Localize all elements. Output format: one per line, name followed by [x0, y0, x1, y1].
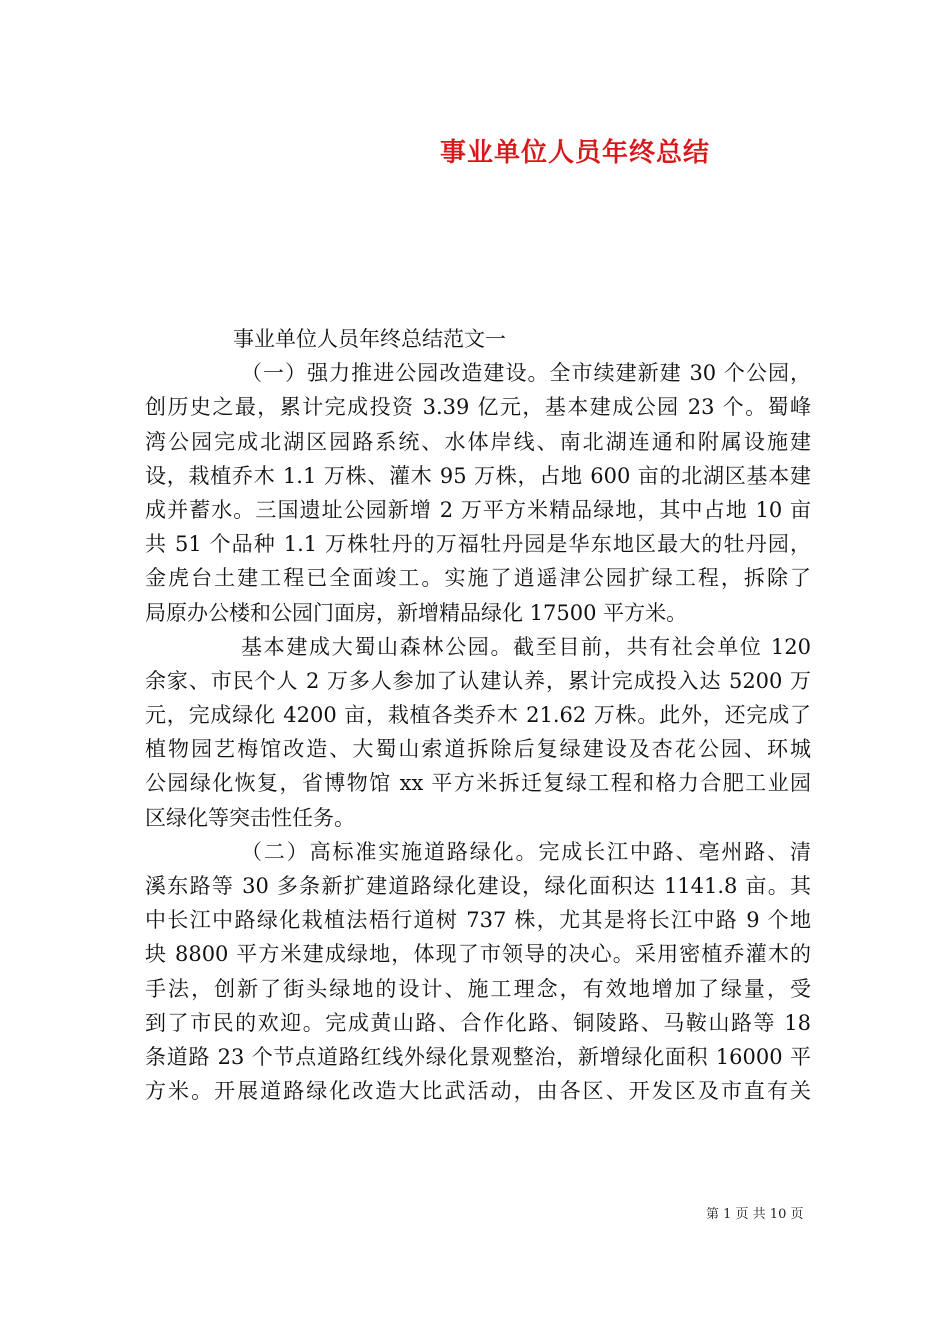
- paragraph-line: 金虎台土建工程已全面竣工。实施了逍遥津公园扩绿工程，拆除了: [145, 566, 811, 591]
- paragraph-line: 手法，创新了街头绿地的设计、施工理念，有效地增加了绿量，受: [145, 976, 811, 1001]
- paragraph-line: 植物园艺梅馆改造、大蜀山索道拆除后复绿建设及杏花公园、环城: [145, 737, 811, 762]
- paragraph-line: 条道路 23 个节点道路红线外绿化景观整治，新增绿化面积 16000 平: [145, 1044, 811, 1069]
- paragraph-line: 共 51 个品种 1.1 万株牡丹的万福牡丹园是华东地区最大的牡丹园，: [145, 532, 811, 557]
- document-body: [145, 322, 811, 1108]
- paragraph-line: 块 8800 平方米建成绿地，体现了市领导的决心。采用密植乔灌木的: [145, 942, 811, 967]
- paragraph-line: 设，栽植乔木 1.1 万株、灌木 95 万株，占地 600 亩的北湖区基本建: [145, 463, 811, 488]
- paragraph-line: 到了市民的欢迎。完成黄山路、合作化路、铜陵路、马鞍山路等 18: [145, 1010, 811, 1035]
- paragraph-line: 湾公园完成北湖区园路系统、水体岸线、南北湖连通和附属设施建: [145, 429, 811, 454]
- paragraph-line: 元，完成绿化 4200 亩，栽植各类乔木 21.62 万株。此外，还完成了: [145, 703, 811, 728]
- paragraph-line: 局原办公楼和公园门面房，新增精品绿化 17500 平方米。: [145, 600, 688, 625]
- paragraph-line: 溪东路等 30 多条新扩建道路绿化建设，绿化面积达 1141.8 亩。其: [145, 874, 811, 898]
- page-title-text: 事业单位人员年终总结: [439, 138, 710, 168]
- document-subtitle: 事业单位人员年终总结范文一: [233, 327, 506, 351]
- paragraph-line: 方米。开展道路绿化改造大比武活动，由各区、开发区及市直有关: [145, 1079, 811, 1104]
- paragraph-line: 基本建成大蜀山森林公园。截至目前，共有社会单位 120: [241, 634, 811, 659]
- paragraph-1: [145, 356, 811, 630]
- paragraph-line: （一）强力推进公园改造建设。全市续建新建 30 个公园，: [241, 361, 811, 386]
- paragraph-line: 区绿化等突击性任务。: [145, 805, 355, 830]
- page-title: [0, 132, 950, 169]
- paragraph-line: （二）高标准实施道路绿化。完成长江中路、亳州路、清: [241, 839, 811, 864]
- paragraph-line: 公园绿化恢复，省博物馆 xx 平方米拆迁复绿工程和格力合肥工业园: [145, 771, 811, 796]
- paragraph-line: 中长江中路绿化栽植法梧行道树 737 株，尤其是将长江中路 9 个地: [145, 908, 811, 933]
- paragraph-3: [145, 835, 811, 1109]
- paragraph-line: 成并蓄水。三国遗址公园新增 2 万平方米精品绿地，其中占地 10 亩: [145, 497, 811, 522]
- paragraph-line: 创历史之最，累计完成投资 3.39 亿元，基本建成公园 23 个。蜀峰: [145, 395, 811, 420]
- page-number-footer: 第 1 页 共 10 页: [706, 1207, 804, 1222]
- paragraph-2: [145, 630, 811, 835]
- paragraph-line: 余家、市民个人 2 万多人参加了认建认养，累计完成投入达 5200 万: [145, 668, 811, 693]
